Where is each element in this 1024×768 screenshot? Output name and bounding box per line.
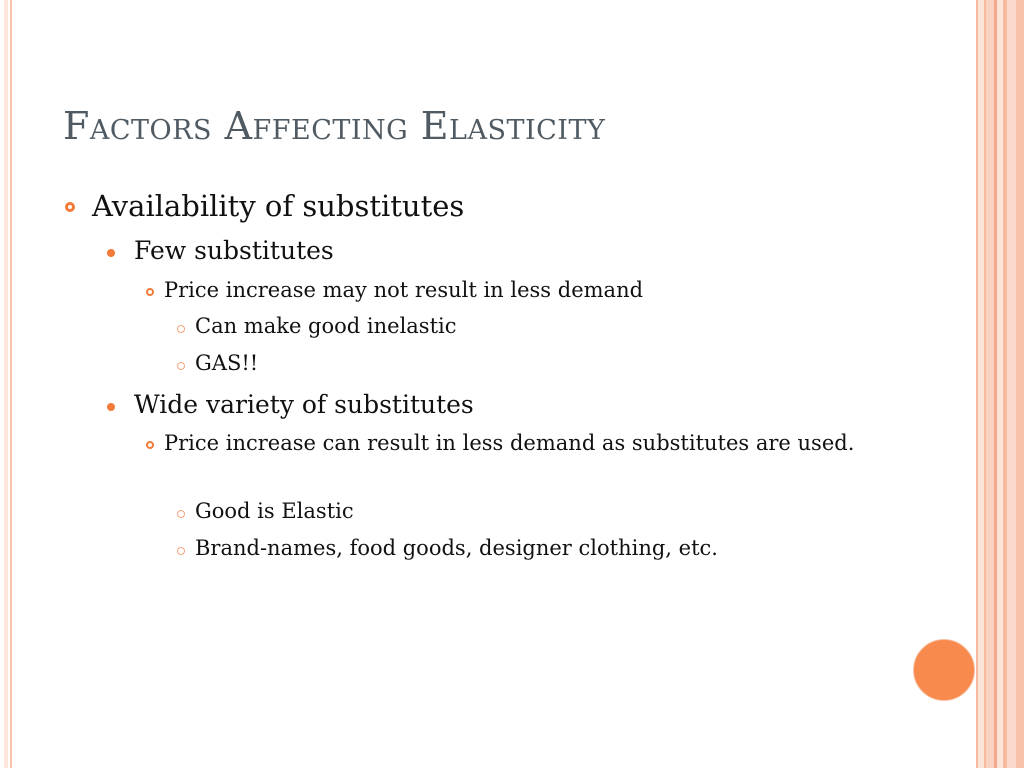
bullet-item-l1: Availability of substitutes [92, 189, 465, 223]
bullet-item-l4: GAS!! [195, 351, 259, 375]
bullet-item-l3: Price increase may not result in less demand [164, 278, 644, 302]
bullet-ring-icon [177, 510, 185, 518]
bullet-ring-icon [146, 288, 154, 296]
bullet-ring-icon [65, 202, 75, 212]
bullet-item-l4: Brand-names, food goods, designer clothing, etc. [195, 536, 718, 560]
bullet-ring-icon [177, 362, 185, 370]
bullet-ring-icon [177, 325, 185, 333]
bullet-dot-icon [107, 403, 115, 411]
decorative-circle [913, 639, 975, 701]
slide-title: Factors Affecting Elasticity [63, 104, 606, 148]
bullet-ring-icon [146, 441, 154, 449]
bullet-item-l2: Wide variety of substitutes [134, 390, 474, 419]
bullet-item-l2: Few substitutes [134, 236, 334, 265]
bullet-item-l4: Good is Elastic [195, 499, 354, 523]
bullet-ring-icon [177, 547, 185, 555]
bullet-item-l3: Price increase can result in less demand as substitutes are used. [164, 431, 855, 455]
bullet-item-l4: Can make good inelastic [195, 314, 457, 338]
bullet-dot-icon [107, 249, 115, 257]
